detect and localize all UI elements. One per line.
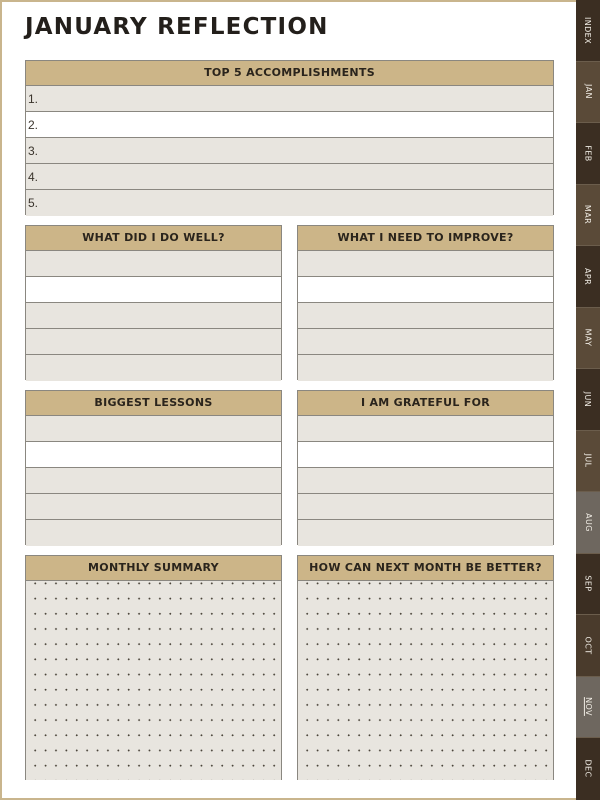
accomplishments-header: TOP 5 ACCOMPLISHMENTS bbox=[26, 61, 553, 86]
tab-nov[interactable] bbox=[576, 677, 600, 739]
tab-jul[interactable] bbox=[576, 431, 600, 493]
tab-aug[interactable] bbox=[576, 492, 600, 554]
writing-line[interactable] bbox=[298, 442, 553, 468]
improve-box bbox=[297, 225, 554, 380]
accomplishment-line[interactable]: 2. bbox=[26, 112, 553, 138]
writing-line[interactable] bbox=[298, 520, 553, 546]
tab-label: FEB bbox=[583, 145, 593, 162]
tab-label: JUL bbox=[583, 453, 593, 468]
writing-line[interactable] bbox=[26, 442, 281, 468]
tab-may[interactable] bbox=[576, 308, 600, 370]
tab-label: SEP bbox=[583, 575, 593, 592]
tab-feb[interactable] bbox=[576, 123, 600, 185]
summary-header: MONTHLY SUMMARY bbox=[26, 556, 281, 581]
writing-line[interactable] bbox=[298, 416, 553, 442]
writing-line[interactable] bbox=[298, 494, 553, 520]
writing-line[interactable] bbox=[26, 355, 281, 381]
writing-line[interactable] bbox=[26, 494, 281, 520]
tab-jun[interactable] bbox=[576, 369, 600, 431]
did-well-header: WHAT DID I DO WELL? bbox=[26, 226, 281, 251]
writing-line[interactable] bbox=[298, 251, 553, 277]
grateful-box bbox=[297, 390, 554, 545]
did-well-box bbox=[25, 225, 282, 380]
writing-line[interactable] bbox=[298, 468, 553, 494]
tab-apr[interactable] bbox=[576, 246, 600, 308]
next-month-header: HOW CAN NEXT MONTH BE BETTER? bbox=[298, 556, 553, 581]
grateful-header: I AM GRATEFUL FOR bbox=[298, 391, 553, 416]
tab-label: DEC bbox=[583, 759, 593, 778]
tab-label: MAR bbox=[583, 205, 593, 225]
tab-mar[interactable] bbox=[576, 185, 600, 247]
tab-index[interactable] bbox=[576, 0, 600, 62]
tab-label: JAN bbox=[583, 84, 593, 100]
tab-label: OCT bbox=[583, 636, 593, 655]
writing-line[interactable] bbox=[26, 303, 281, 329]
tab-label: AUG bbox=[583, 512, 593, 532]
tab-sep[interactable] bbox=[576, 554, 600, 616]
writing-line[interactable] bbox=[26, 416, 281, 442]
dot-grid-area[interactable] bbox=[26, 581, 281, 780]
accomplishment-line[interactable]: 5. bbox=[26, 190, 553, 216]
tab-label: MAY bbox=[583, 328, 593, 347]
writing-line[interactable] bbox=[26, 251, 281, 277]
writing-line[interactable] bbox=[298, 329, 553, 355]
month-tabs bbox=[576, 0, 600, 800]
accomplishment-line[interactable]: 4. bbox=[26, 164, 553, 190]
tab-label: INDEX bbox=[583, 16, 593, 44]
writing-line[interactable] bbox=[26, 277, 281, 303]
tab-label: NOV bbox=[583, 697, 593, 717]
writing-line[interactable] bbox=[298, 355, 553, 381]
writing-line[interactable] bbox=[298, 277, 553, 303]
tab-label: APR bbox=[583, 267, 593, 285]
writing-line[interactable] bbox=[26, 468, 281, 494]
writing-line[interactable] bbox=[26, 520, 281, 546]
lessons-box bbox=[25, 390, 282, 545]
accomplishments-box bbox=[25, 60, 554, 215]
next-month-box bbox=[297, 555, 554, 780]
tab-jan[interactable] bbox=[576, 62, 600, 124]
dot-grid-area[interactable] bbox=[298, 581, 553, 780]
tab-dec[interactable] bbox=[576, 738, 600, 800]
page-title: JANUARY REFLECTION bbox=[25, 14, 329, 40]
tab-oct[interactable] bbox=[576, 615, 600, 677]
summary-box bbox=[25, 555, 282, 780]
writing-line[interactable] bbox=[298, 303, 553, 329]
writing-line[interactable] bbox=[26, 329, 281, 355]
accomplishment-line[interactable]: 3. bbox=[26, 138, 553, 164]
tab-label: JUN bbox=[583, 391, 593, 407]
accomplishment-line[interactable]: 1. bbox=[26, 86, 553, 112]
lessons-header: BIGGEST LESSONS bbox=[26, 391, 281, 416]
improve-header: WHAT I NEED TO IMPROVE? bbox=[298, 226, 553, 251]
